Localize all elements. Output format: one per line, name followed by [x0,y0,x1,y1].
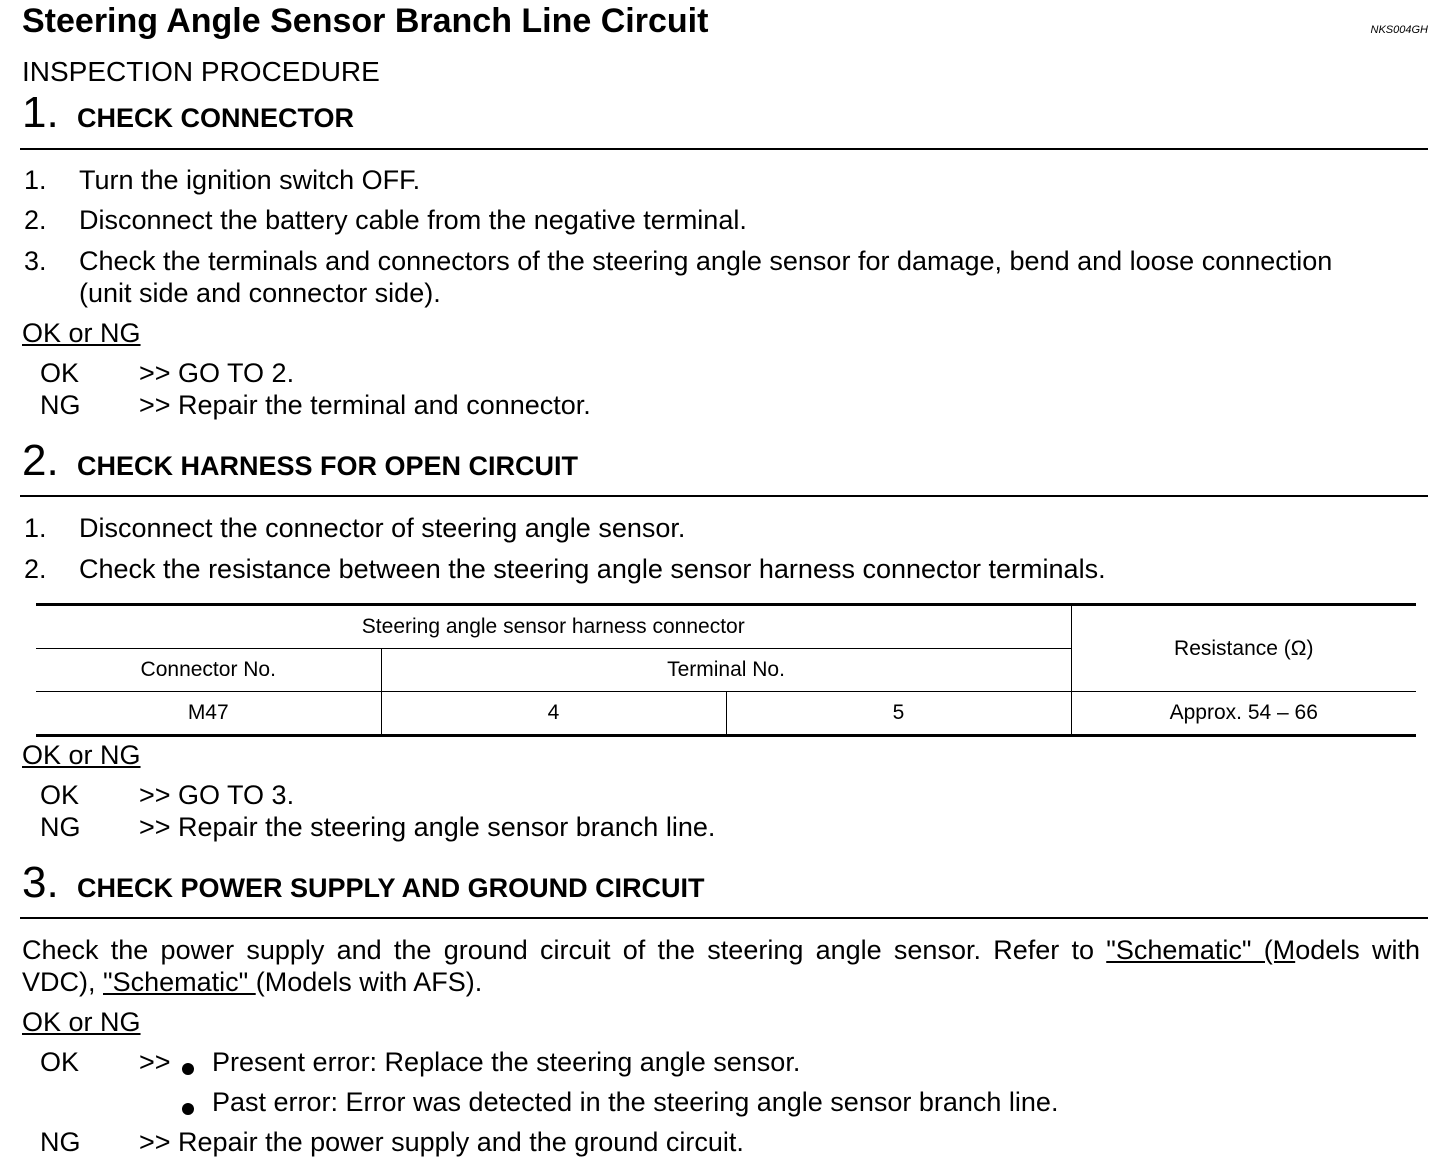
step-1-item-3-number: 3. [24,246,47,276]
step-2-item-2-text: Check the resistance between the steering angle sensor harness connector terminals. [79,554,1106,584]
step-3-ng-text: >> Repair the power supply and the ground circuit. [139,1127,744,1157]
step-3-divider [20,917,1428,919]
table-resistance-header: Resistance (Ω) [1071,605,1416,692]
step-2-number: 2. [22,436,59,485]
step-3-heading: CHECK POWER SUPPLY AND GROUND CIRCUIT [77,873,705,903]
step-2-ok-key: OK [40,780,80,810]
step-2-divider [20,495,1428,497]
step-3-para-text-b: odels with VDC), [22,935,1420,997]
step-2-item-2-number: 2. [24,554,47,584]
bullet-icon [182,1063,194,1075]
step-1-item-2-text: Disconnect the battery cable from the negative terminal. [79,205,747,235]
table-cell-resistance: Approx. 54 – 66 [1071,692,1416,736]
step-1-ng-text: >> Repair the terminal and connector. [139,390,591,420]
page-title: Steering Angle Sensor Branch Line Circuit [22,2,709,40]
step-3-paragraph [22,934,1420,998]
table-cell-connector: M47 [36,692,381,736]
section-subtitle: INSPECTION PROCEDURE [22,56,380,87]
document-code: NKS004GH [1370,24,1428,36]
schematic-afs-link[interactable]: "Schematic" [103,967,256,997]
step-1-ok-key: OK [40,358,80,388]
step-3-ok-arrow: >> [139,1047,171,1077]
step-2-result-label: OK or NG [22,740,141,770]
step-1-item-3-text-cont: (unit side and connector side). [79,278,441,308]
step-1-item-1-text: Turn the ignition switch OFF. [79,165,421,195]
table-cell-terminal-b: 5 [726,692,1071,736]
table-group-header: Steering angle sensor harness connector [36,605,1071,649]
step-3-number: 3. [22,858,59,907]
step-1-item-1-number: 1. [24,165,47,195]
step-2-ok-text: >> GO TO 3. [139,780,295,810]
step-3-para-text-a: Check the power supply and the ground circuit of the steering angle sensor. Refer to [22,935,1107,965]
step-3-para-text-c: (Models with AFS). [255,967,483,997]
step-1-ok-text: >> GO TO 2. [139,358,295,388]
step-3-ok-bullet-2: Past error: Error was detected in the steering angle sensor branch line. [212,1087,1059,1117]
step-3-ng-key: NG [40,1127,81,1157]
schematic-vdc-link[interactable]: "Schematic" (M [1106,935,1296,965]
step-3-ok-bullet-1: Present error: Replace the steering angle sensor. [212,1047,801,1077]
table-connector-header: Connector No. [140,658,276,681]
step-2-ng-text: >> Repair the steering angle sensor branch line. [139,812,716,842]
bullet-icon [182,1103,194,1115]
step-1-item-2-number: 2. [24,205,47,235]
step-1-number: 1. [22,88,59,137]
step-1-result-label: OK or NG [22,318,141,348]
step-1-ng-key: NG [40,390,81,420]
table-cell-terminal-a: 4 [381,692,726,736]
step-3-result-label: OK or NG [22,1007,141,1037]
step-1-item-3-text: Check the terminals and connectors of the steering angle sensor for damage, bend and loose connection [79,246,1333,276]
table-terminal-header: Terminal No. [381,649,1071,692]
step-2-item-1-text: Disconnect the connector of steering angle sensor. [79,513,686,543]
step-2-heading: CHECK HARNESS FOR OPEN CIRCUIT [77,451,579,481]
step-2-ng-key: NG [40,812,81,842]
step-1-divider [20,148,1428,150]
step-3-ok-key: OK [40,1047,80,1077]
resistance-spec-table [36,603,1416,737]
step-2-item-1-number: 1. [24,513,47,543]
step-1-heading: CHECK CONNECTOR [77,103,355,133]
